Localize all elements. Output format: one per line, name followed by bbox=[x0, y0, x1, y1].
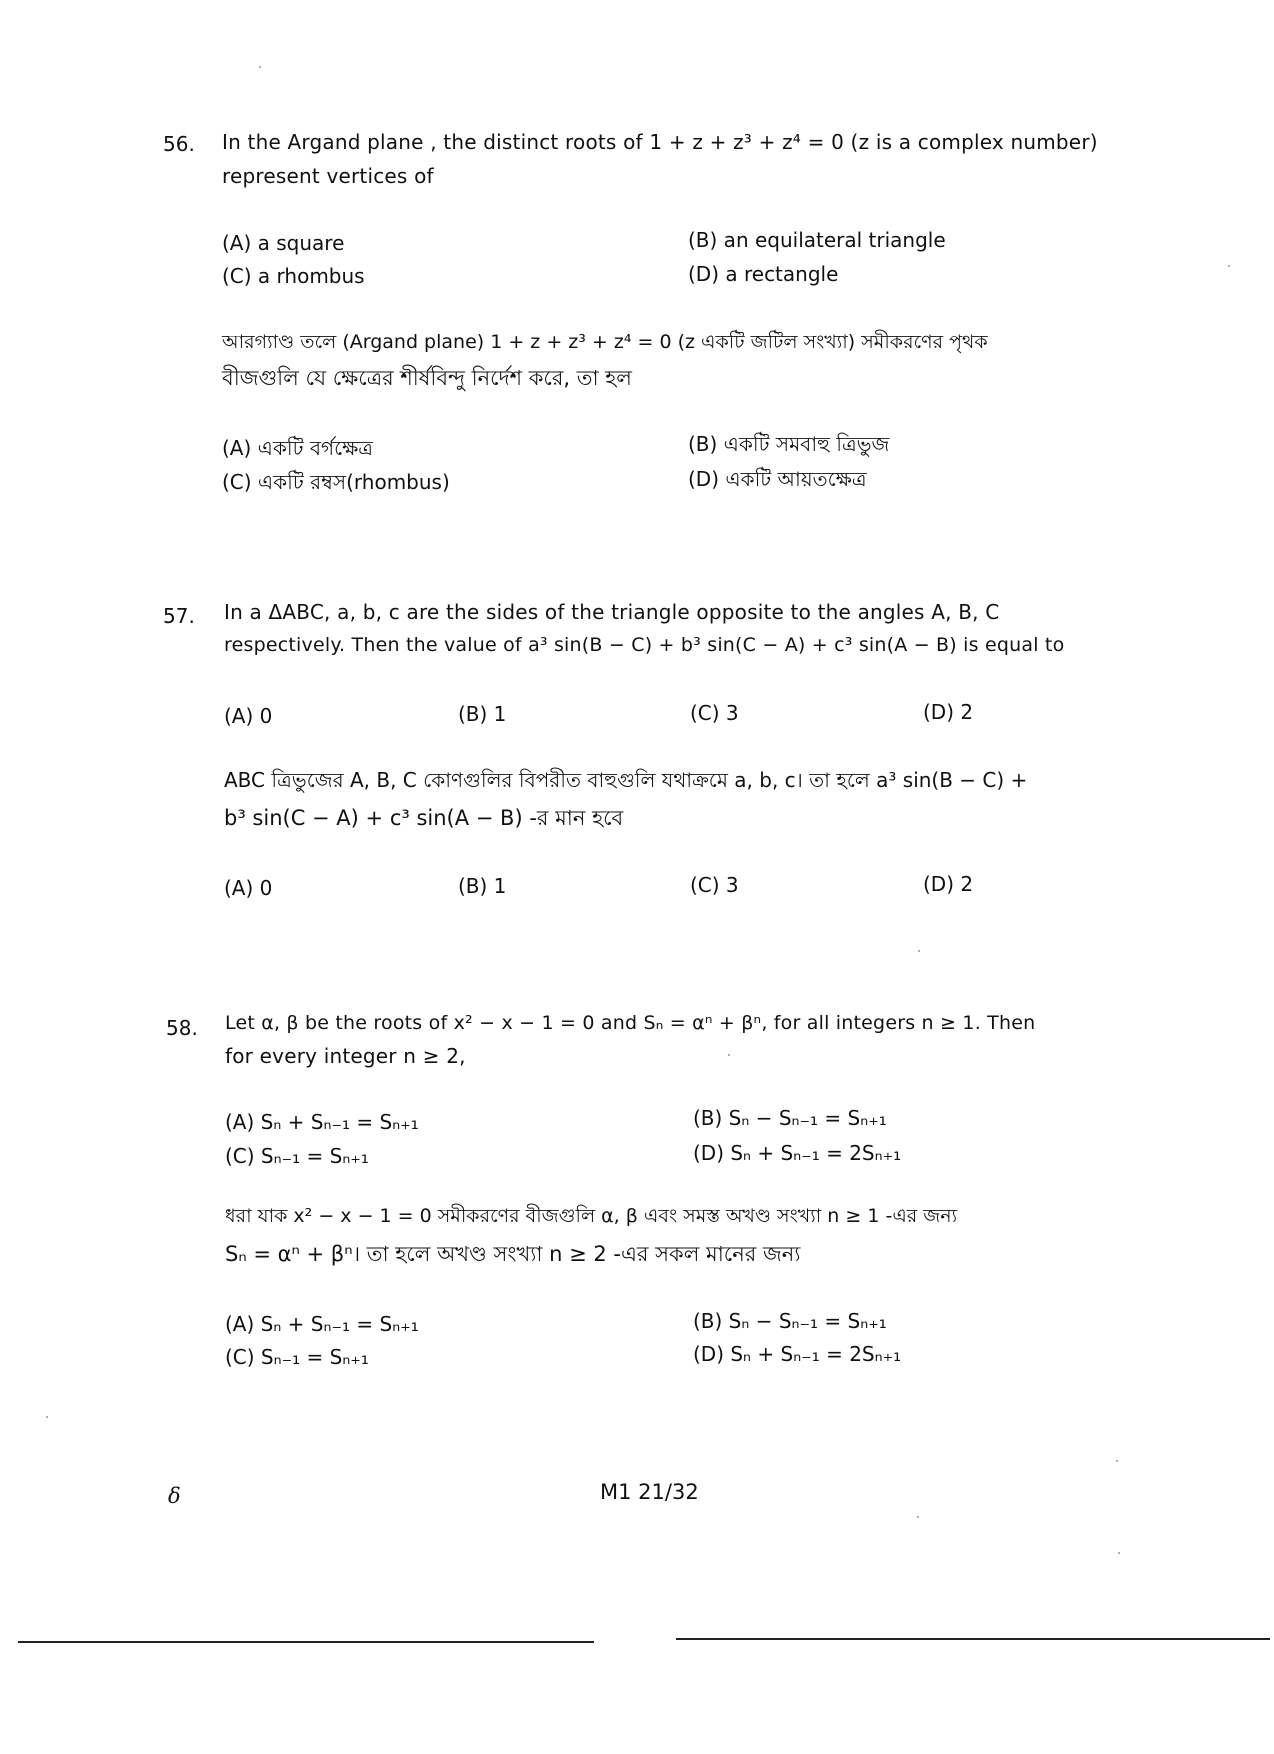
question-58-number: 58. bbox=[166, 1016, 198, 1040]
question-57-option-c: (C) 3 bbox=[690, 701, 739, 725]
question-58-bengali-option-c: (C) Sₙ₋₁ = Sₙ₊₁ bbox=[225, 1345, 369, 1369]
question-58-bengali-option-a: (A) Sₙ + Sₙ₋₁ = Sₙ₊₁ bbox=[225, 1312, 419, 1336]
question-56-text-line2: represent vertices of bbox=[222, 164, 434, 188]
question-56-bengali-option-a: (A) একটি বর্গক্ষেত্র bbox=[222, 436, 374, 460]
scan-speck bbox=[46, 1416, 48, 1418]
question-58-text-line1: Let α, β be the roots of x² − x − 1 = 0 and Sₙ = αⁿ + βⁿ, for all integers n ≥ 1. Then bbox=[225, 1012, 1036, 1034]
question-56-bengali-option-b: (B) একটি সমবাহু ত্রিভুজ bbox=[688, 432, 890, 456]
scan-speck bbox=[1118, 1552, 1120, 1554]
question-58-bengali-line2: Sₙ = αⁿ + βⁿ। তা হলে অখণ্ড সংখ্যা n ≥ 2 -এর সকল মানের জন্য bbox=[225, 1242, 801, 1266]
question-58-option-d: (D) Sₙ + Sₙ₋₁ = 2Sₙ₊₁ bbox=[693, 1141, 902, 1165]
footer-page-code: M1 21/32 bbox=[600, 1480, 699, 1504]
question-57-bengali-line1: ABC ত্রিভুজের A, B, C কোণগুলির বিপরীত বাহুগুলি যথাক্রমে a, b, c। তা হলে a³ sin(B − C) + bbox=[224, 768, 1028, 792]
question-58-text-line2: for every integer n ≥ 2, bbox=[225, 1044, 466, 1068]
footer-left-mark: δ bbox=[168, 1484, 181, 1508]
scan-speck bbox=[259, 66, 261, 68]
question-57-number: 57. bbox=[163, 604, 195, 628]
question-57-option-b: (B) 1 bbox=[458, 702, 507, 726]
question-56-text-line1: In the Argand plane , the distinct roots of 1 + z + z³ + z⁴ = 0 (z is a complex number) bbox=[222, 130, 1098, 154]
question-57-option-d: (D) 2 bbox=[923, 700, 974, 724]
question-56-bengali-option-d: (D) একটি আয়তক্ষেত্র bbox=[688, 467, 867, 491]
question-56-option-d: (D) a rectangle bbox=[688, 262, 839, 286]
scan-speck bbox=[918, 950, 920, 952]
scan-speck bbox=[1116, 1460, 1118, 1462]
question-58-bengali-option-b: (B) Sₙ − Sₙ₋₁ = Sₙ₊₁ bbox=[693, 1309, 887, 1333]
question-56-bengali-line2: বীজগুলি যে ক্ষেত্রের শীর্ষবিন্দু নির্দেশ করে, তা হল bbox=[222, 366, 632, 390]
question-56-bengali-option-c: (C) একটি রম্বস(rhombus) bbox=[222, 470, 450, 494]
scan-speck bbox=[917, 1516, 919, 1518]
bottom-rule-right bbox=[676, 1638, 1270, 1640]
question-57-option-a: (A) 0 bbox=[224, 704, 273, 728]
question-57-bengali-option-b: (B) 1 bbox=[458, 874, 507, 898]
question-58-option-c: (C) Sₙ₋₁ = Sₙ₊₁ bbox=[225, 1144, 369, 1168]
question-57-bengali-option-c: (C) 3 bbox=[690, 873, 739, 897]
question-57-bengali-option-d: (D) 2 bbox=[923, 872, 974, 896]
question-56-bengali-line1: আরগ্যাণ্ড তলে (Argand plane) 1 + z + z³ + z⁴ = 0 (z একটি জটিল সংখ্যা) সমীকরণের পৃথক bbox=[222, 331, 988, 353]
question-56-option-b: (B) an equilateral triangle bbox=[688, 228, 946, 252]
question-57-bengali-line2: b³ sin(C − A) + c³ sin(A − B) -র মান হবে bbox=[224, 806, 624, 830]
question-58-option-a: (A) Sₙ + Sₙ₋₁ = Sₙ₊₁ bbox=[225, 1110, 419, 1134]
question-58-bengali-option-d: (D) Sₙ + Sₙ₋₁ = 2Sₙ₊₁ bbox=[693, 1342, 902, 1366]
scan-speck bbox=[728, 1054, 730, 1056]
question-57-text-line2: respectively. Then the value of a³ sin(B − C) + b³ sin(C − A) + c³ sin(A − B) is equal to bbox=[224, 634, 1065, 656]
question-58-option-b: (B) Sₙ − Sₙ₋₁ = Sₙ₊₁ bbox=[693, 1106, 887, 1130]
question-56-option-a: (A) a square bbox=[222, 231, 345, 255]
question-56-option-c: (C) a rhombus bbox=[222, 264, 365, 288]
question-57-text-line1: In a ΔABC, a, b, c are the sides of the triangle opposite to the angles A, B, C bbox=[224, 600, 1000, 624]
question-56-number: 56. bbox=[163, 132, 195, 156]
scan-speck bbox=[1228, 265, 1230, 267]
bottom-rule-left bbox=[18, 1641, 594, 1643]
question-57-bengali-option-a: (A) 0 bbox=[224, 876, 273, 900]
question-58-bengali-line1: ধরা যাক x² − x − 1 = 0 সমীকরণের বীজগুলি α, β এবং সমস্ত অখণ্ড সংখ্যা n ≥ 1 -এর জন্য bbox=[225, 1205, 958, 1227]
